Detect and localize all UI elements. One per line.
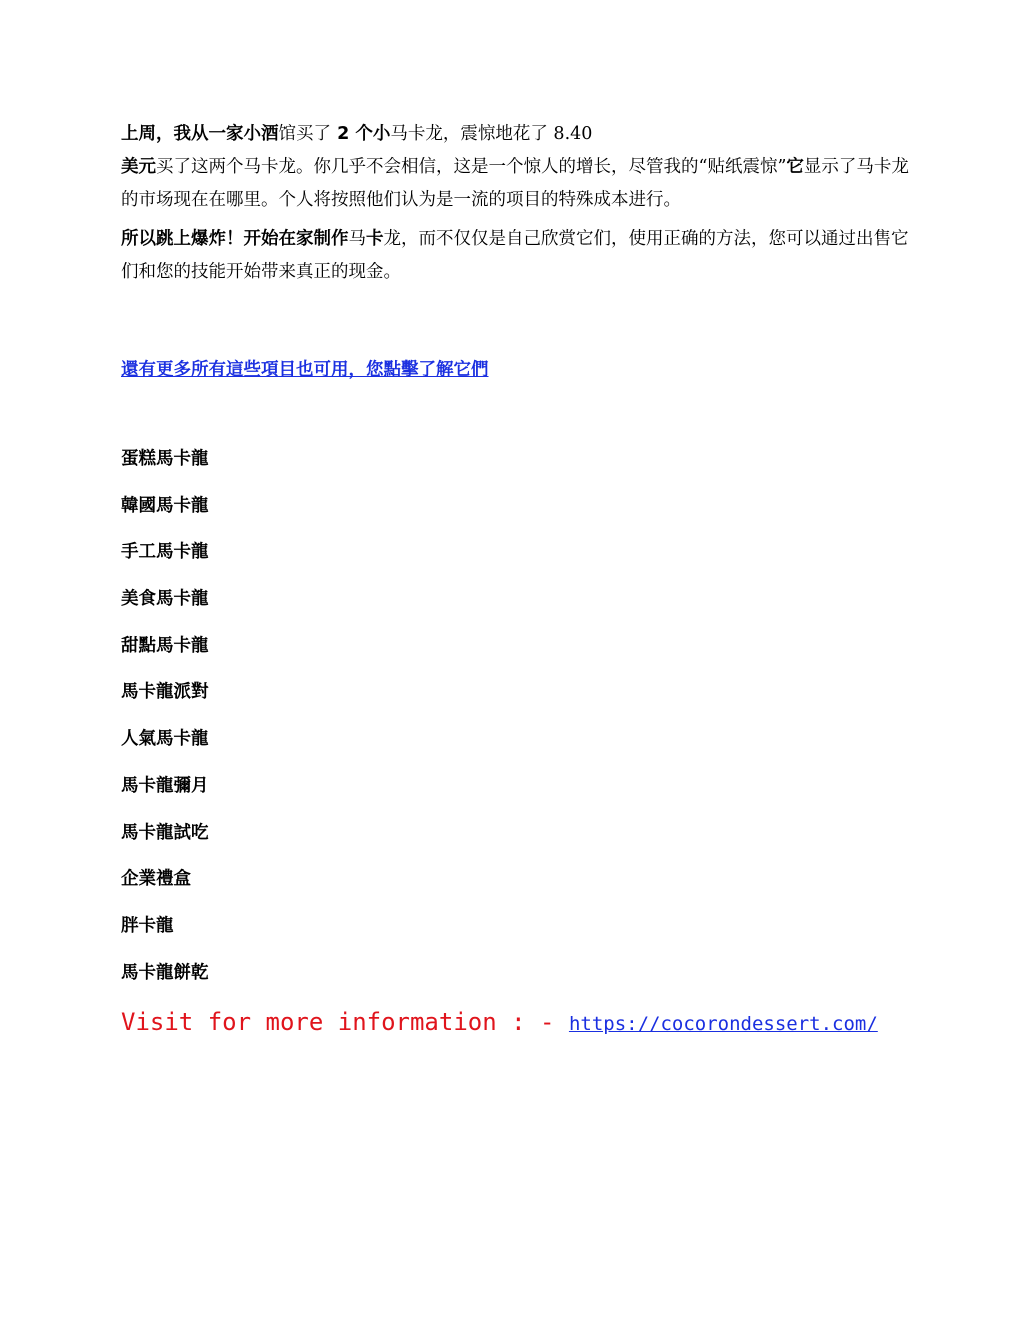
list-item: 馬卡龍餅乾 (121, 962, 209, 983)
promo-link[interactable]: 還有更多所有這些項目也可用，您點擊了解它們 (121, 360, 489, 380)
footer-line (121, 1005, 911, 1043)
document-page (121, 118, 911, 1043)
list-item: 韓國馬卡龍 (121, 495, 209, 516)
intro-text: 它 (786, 157, 804, 177)
intro-paragraph-2 (121, 223, 911, 289)
intro-text: 2 个小 (331, 124, 391, 144)
intro-text: 买了这两个马卡龙。你几乎不会相信，这是一个惊人的增长，尽管我的“贴纸震惊” (156, 157, 787, 177)
list-item: 企業禮盒 (121, 869, 191, 890)
list-item: 馬卡龍試吃 (121, 822, 209, 843)
intro-text: 所以跳上爆炸！开始在家制作 (121, 229, 349, 249)
intro-text: 显示了马卡龙的市场现在在哪里。个人将按照他们认为是一流的项目的特殊成本进行。 (121, 157, 909, 210)
intro-text: 馆买了 (278, 124, 331, 144)
intro-text: 马 (348, 229, 366, 249)
intro-paragraph-1 (121, 118, 911, 217)
intro-text: 卡 (366, 229, 384, 249)
list-item: 甜點馬卡龍 (121, 635, 209, 656)
list-item: 馬卡龍彌月 (121, 775, 209, 796)
list-item: 蛋糕馬卡龍 (121, 449, 209, 469)
macaron-item-list (121, 447, 911, 1007)
list-item: 人氣馬卡龍 (121, 729, 209, 750)
intro-text: 龙，而不仅仅是自己欣赏它们，使用正确的方法，您可以通过出售它们和您的技能开始带来真正的现金。 (121, 229, 909, 282)
list-item: 手工馬卡龍 (121, 542, 209, 563)
list-item: 美食馬卡龍 (121, 589, 209, 610)
intro-text: 上周，我从一家小酒 (121, 124, 279, 144)
intro-text: 美元 (121, 157, 156, 177)
visit-text: Visit for more information : - (121, 1008, 569, 1037)
list-item: 馬卡龍派對 (121, 682, 209, 703)
intro-text: 马卡龙，震惊地花了 8.40 (390, 124, 593, 144)
website-link[interactable]: https://cocorondessert.com/ (568, 1013, 878, 1036)
list-item: 胖卡龍 (121, 915, 174, 936)
